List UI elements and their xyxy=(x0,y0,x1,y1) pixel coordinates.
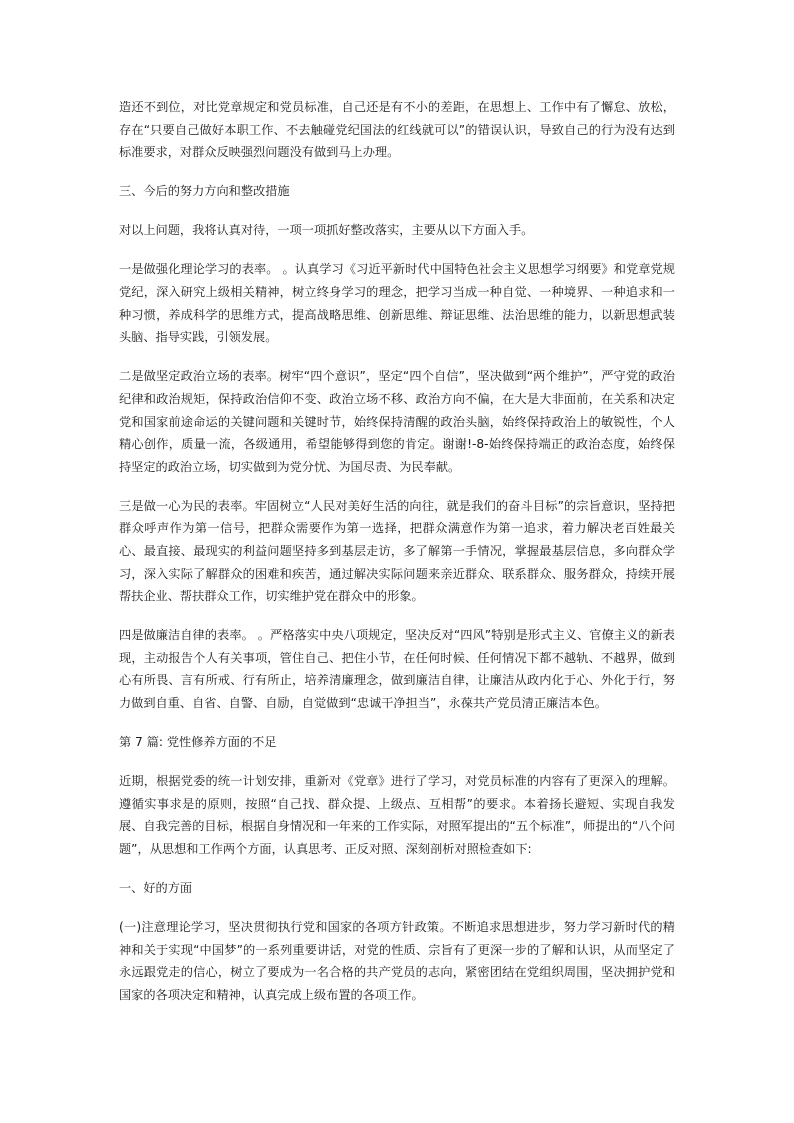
paragraph-shortcoming-cont: 造还不到位，对比党章规定和党员标准，自己还是有不小的差距，在思想上、工作中有了懈怠、放松，存在“只要自己做好本职工作、不去触碰党纪国法的红线就可以”的错误认识，导致自己的行为没有达到标准要求，对群众反映强烈问题没有做到马上办理。 xyxy=(119,100,675,160)
section-heading-improvement: 三、今后的努力方向和整改措施 xyxy=(119,184,290,199)
section-heading-good: 一、好的方面 xyxy=(119,881,193,896)
paragraph-integrity: 四是做廉洁自律的表率。 。严格落实中央八项规定，坚决反对“四风”特别是形式主义、官僚主义的新表现，主动报告个人有关事项，管住自己、把住小节，在任何时候、任何情况下都不越轨、不越界，做到心有所畏、言有所戒、行有所止，培养清廉理念，做到廉洁自律，让廉洁从政内化于心、外化于行，努力做到自重、自省、自警、自励，自觉做到“忠诚干净担当”，永葆共产党员清正廉洁本色。 xyxy=(119,628,675,711)
paragraph-article-intro: 近期，根据党委的统一计划安排，重新对《党章》进行了学习，对党员标准的内容有了更深入的理解。遵循实事求是的原则，按照“自己找、群众提、上级点、互相帮”的要求。本着扬长避短、实现自我发展、自我完善的目标，根据自身情况和一年来的工作实际，对照军提出的“五个标准”，师提出的“八个问题”，从思想和工作两个方面，认真思考、正反对照、深刻剖析对照检查如下: xyxy=(119,774,675,857)
document-page xyxy=(119,96,675,1023)
paragraph-intro: 对以上问题，我将认真对待，一项一项抓好整改落实，主要从以下方面入手。 xyxy=(119,223,534,238)
paragraph-good-theory: (一)注意理论学习，坚决贯彻执行党和国家的各项方针政策。不断追求思想进步，努力学习新时代的精神和关于实现“中国梦”的一系列重要讲话，对党的性质、宗旨有了更深一步的了解和认识，从而坚定了永远跟党走的信心，树立了要成为一名合格的共产党员的志向，紧密团结在党组织周围，坚决拥护党和国家的各项决定和精神，认真完成上级布置的各项工作。 xyxy=(119,920,675,1002)
paragraph-political-stance: 二是做坚定政治立场的表率。树牢“四个意识”，坚定“四个自信”，坚决做到“两个维护”，严守党的政治纪律和政治规矩，保持政治信仰不变、政治立场不移、政治方向不偏，在大是大非面前，在关系和决定党和国家前途命运的关键问题和关键时节，始终保持清醒的政治头脑，始终保持政治上的敏锐性，个人精心创作，质量一流，各级通用，希望能够得到您的肯定。谢谢!-8-始终保持端正的政治态度，始终保持坚定的政治立场，切实做到为党分忧、为国尽责、为民奉献。 xyxy=(119,369,675,474)
paragraph-theory-study: 一是做强化理论学习的表率。 。认真学习《习近平新时代中国特色社会主义思想学习纲要》和党章党规党纪，深入研究上级相关精神，树立终身学习的理念，把学习当成一种自觉、一种境界、一种追求和一种习惯，养成科学的思维方式，提高战略思维、创新思维、辩证思维、法治思维的能力，以新思想武装头脑、指导实践，引领发展。 xyxy=(119,262,675,345)
article-heading: 第 7 篇: 党性修养方面的不足 xyxy=(119,735,277,750)
paragraph-serve-people: 三是做一心为民的表率。牢固树立“人民对美好生活的向往，就是我们的奋斗目标”的宗旨意识，坚持把群众呼声作为第一信号，把群众需要作为第一选择，把群众满意作为第一追求，着力解决老百姓最关心、最直接、最现实的利益问题坚持多到基层走访，多了解第一手情况，掌握最基层信息，多向群众学习，深入实际了解群众的困难和疾苦，通过解决实际问题来亲近群众、联系群众、服务群众，持续开展帮扶企业、帮扶群众工作，切实维护党在群众中的形象。 xyxy=(119,498,675,604)
